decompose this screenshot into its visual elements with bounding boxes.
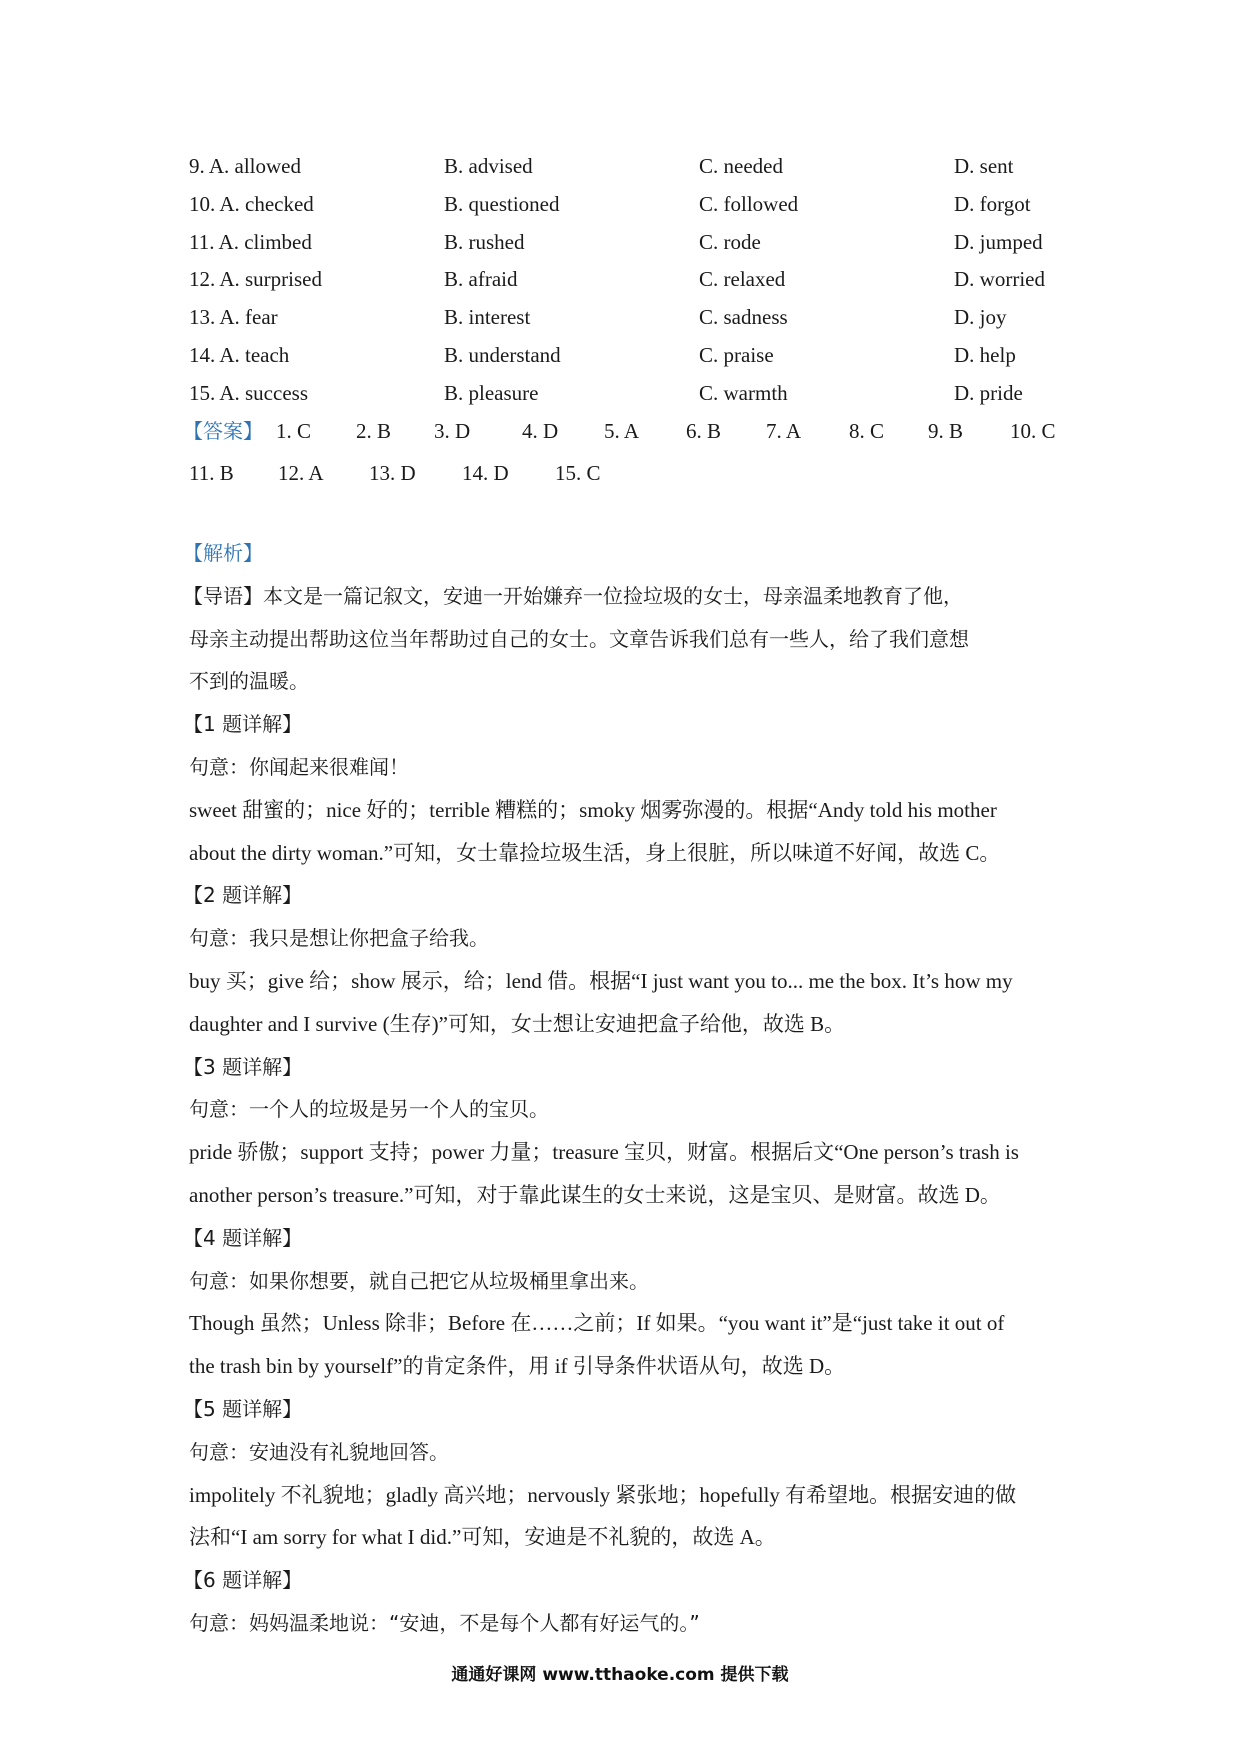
- option-c: C. sadness: [699, 305, 788, 330]
- option-d: D. sent: [954, 154, 1014, 178]
- text-line: buy 买；give 给；show 展示，给；lend 借。根据“I just want you to... me the box. It’s how my: [189, 968, 1013, 993]
- answer-item: 14. D: [462, 461, 509, 485]
- option-row: [189, 224, 1069, 262]
- text-line: 句意：你闻起来很难闻！: [189, 754, 409, 779]
- text-line: 不到的温暖。: [189, 669, 309, 694]
- option-c: C. praise: [699, 342, 774, 367]
- answer-item: 1. C: [276, 419, 312, 443]
- option-row: [189, 261, 1069, 299]
- question-heading: 【2 题详解】: [183, 883, 303, 908]
- option-b: B. rushed: [444, 229, 525, 254]
- answer-row: [183, 412, 1089, 454]
- option-d: D. jumped: [954, 229, 1043, 254]
- option-d: D. help: [954, 342, 1016, 367]
- answer-item: 8. C: [849, 419, 885, 443]
- question-heading: 【1 题详解】: [183, 712, 303, 737]
- option-row: [189, 337, 1069, 375]
- answer-item: 11. B: [189, 461, 234, 485]
- option-list: [189, 148, 1069, 413]
- answer-item: 3. D: [434, 419, 471, 443]
- option-c: C. needed: [699, 154, 783, 178]
- answer-item: 9. B: [928, 419, 964, 443]
- option-a: 13. A. fear: [189, 305, 278, 330]
- option-d: D. worried: [954, 267, 1045, 292]
- option-row: [189, 186, 1069, 224]
- text-line: 【导语】本文是一篇记叙文，安迪一开始嫌弃一位捡垃圾的女士，母亲温柔地教育了他，: [183, 583, 963, 608]
- option-row: [189, 299, 1069, 337]
- analysis-label: 【解析】: [183, 541, 263, 565]
- option-a: 12. A. surprised: [189, 267, 322, 292]
- option-d: D. joy: [954, 305, 1007, 330]
- answer-item: 7. A: [766, 419, 802, 443]
- option-b: B. interest: [444, 305, 531, 330]
- text-line: 句意：我只是想让你把盒子给我。: [189, 926, 489, 951]
- text-line: pride 骄傲；support 支持；power 力量；treasure 宝贝，财富。根据后文“One person’s trash is: [189, 1140, 1019, 1165]
- option-d: D. pride: [954, 380, 1023, 405]
- text-line: another person’s treasure.”可知，对于靠此谋生的女士来说，这是宝贝、是财富。故选 D。: [189, 1182, 1001, 1207]
- option-row: [189, 148, 1069, 186]
- option-c: C. warmth: [699, 380, 788, 405]
- answer-item: 13. D: [369, 461, 416, 485]
- option-c: C. rode: [699, 229, 761, 254]
- text-line: 句意：一个人的垃圾是另一个人的宝贝。: [189, 1097, 549, 1122]
- question-heading: 【6 题详解】: [183, 1568, 303, 1593]
- answer-item: 5. A: [604, 419, 640, 443]
- option-row: [189, 375, 1069, 413]
- answer-item: 6. B: [686, 419, 722, 443]
- answer-item: 10. C: [1010, 419, 1056, 443]
- answer-label: 【答案】: [183, 419, 263, 443]
- option-a: 15. A. success: [189, 380, 308, 405]
- answer-item: 12. A: [278, 461, 324, 485]
- text-line: 句意：安迪没有礼貌地回答。: [189, 1439, 449, 1464]
- option-b: B. questioned: [444, 191, 560, 216]
- question-heading: 【4 题详解】: [183, 1225, 303, 1250]
- answer-item: 15. C: [555, 461, 601, 485]
- option-a: 14. A. teach: [189, 342, 290, 367]
- option-c: C. followed: [699, 191, 799, 216]
- option-b: B. afraid: [444, 267, 518, 292]
- option-b: B. pleasure: [444, 380, 539, 405]
- text-line: 母亲主动提出帮助这位当年帮助过自己的女士。文章告诉我们总有一些人，给了我们意想: [189, 626, 969, 651]
- option-a: 10. A. checked: [189, 191, 314, 216]
- text-line: impolitely 不礼貌地；gladly 高兴地；nervously 紧张地；hopefully 有希望地。根据安迪的做: [189, 1482, 1017, 1507]
- text-line: 句意：如果你想要，就自己把它从垃圾桶里拿出来。: [189, 1268, 649, 1293]
- answer-item: 4. D: [522, 419, 559, 443]
- question-heading: 【3 题详解】: [183, 1054, 303, 1079]
- text-line: sweet 甜蜜的；nice 好的；terrible 糟糕的；smoky 烟雾弥漫的。根据“Andy told his mother: [189, 797, 997, 822]
- option-b: B. understand: [444, 342, 561, 367]
- text-line: 句意：妈妈温柔地说：“安迪，不是每个人都有好运气的。”: [189, 1610, 700, 1635]
- answer-row: [189, 454, 1089, 496]
- answer-item: 2. B: [356, 419, 392, 443]
- option-a: 11. A. climbed: [189, 229, 312, 254]
- analysis-text: [183, 532, 1069, 1645]
- text-line: daughter and I survive (生存)”可知，女士想让安迪把盒子给他，故选 B。: [189, 1011, 846, 1036]
- page-footer: 通通好课网 www.tthaoke.com 提供下载: [451, 1665, 789, 1685]
- answer-key: [183, 412, 1089, 496]
- text-line: the trash bin by yourself”的肯定条件，用 if 引导条件状语从句，故选 D。: [189, 1354, 846, 1379]
- text-line: about the dirty woman.”可知，女士靠捡垃圾生活，身上很脏，所以味道不好闻，故选 C。: [189, 840, 1001, 865]
- text-line: 法和“I am sorry for what I did.”可知，安迪是不礼貌的，故选 A。: [189, 1525, 776, 1550]
- option-a: 9. A. allowed: [189, 154, 301, 178]
- question-heading: 【5 题详解】: [183, 1396, 303, 1421]
- text-line: Though 虽然；Unless 除非；Before 在……之前；If 如果。“you want it”是“just take it out of: [189, 1311, 1005, 1336]
- option-c: C. relaxed: [699, 267, 786, 292]
- option-d: D. forgot: [954, 191, 1031, 216]
- option-b: B. advised: [444, 154, 533, 178]
